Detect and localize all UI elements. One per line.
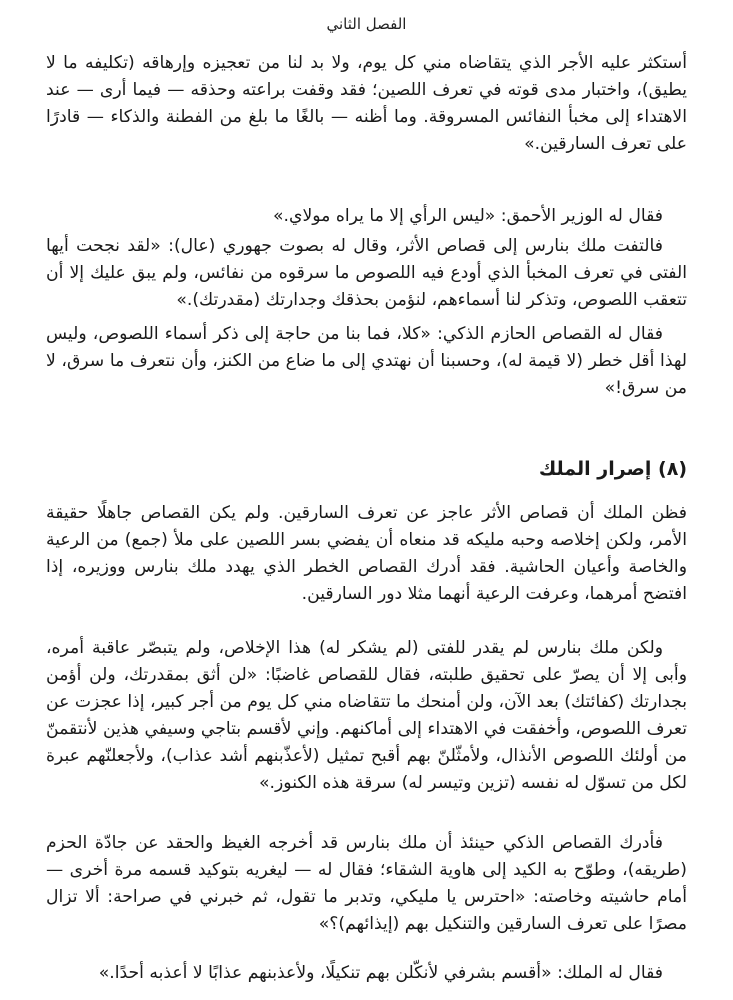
book-page [46,0,687,1000]
paragraph-s1-p1: أستكثر عليه الأجر الذي يتقاضاه مني كل يوم، ولا بد لنا من تعجيزه وإرهاقه (تكليفه ما لا يطيق)، واختبار مدى قوته في تعرف اللصين؛ فقد وقفت براعته وحذقه — فيما أرى — عند الاهتداء إلى مخبأ النفائس المسروقة. وما أظنه — بالغًا ما بلغ من الفطنة والذكاء — قادرًا على تعرف السارقين.» [46,53,687,154]
paragraph-s2-p1: فظن الملك أن قصاص الأثر عاجز عن تعرف السارقين. ولم يكن القصاص جاهلًا حقيقة الأمر، ولكن إخلاصه وحبه مليكه قد منعاه أن يفضي بسر اللصين على ملأ (جمع) من الرعية والخاصة وأعيان الحاشية. فقد أدرك القصاص الخطر الذي يهدد ملك بنارس ووزيره، إذا افتضح أمرهما، وعرفت الرعية أنهما مثلا دور السارقين. [46,503,687,604]
paragraph-s1-p3: فالتفت ملك بنارس إلى قصاص الأثر، وقال له بصوت جهوري (عال): «لقد نجحت أيها الفتى في تعرف المخبأ الذي أودع فيه اللصوص ما سرقوه من نفائس، ولم يبق عليك إلا أن تتعقب اللصوص، وتذكر لنا أسماءهم، لنؤمن بحذقك وجدارتك (مقدرتك).» [46,236,687,310]
paragraph-s2-p4: فقال له الملك: «أقسم بشرفي لأنكّلن بهم تنكيلًا، ولأعذبنهم عذابًا لا أعذبه أحدًا.» [98,963,663,983]
running-head-chapter-title: الفصل الثاني [326,15,407,33]
paragraph-s2-p2: ولكن ملك بنارس لم يقدر للفتى (لم يشكر له) هذا الإخلاص، ولم يتبصّر عاقبة أمره، وأبى إلا أن يصرّ على تحقيق طلبته، فقال للقصاص غاضبًا: «لن أثق بمقدرتك، ولن أؤمن بجدارتك (كفائتك) بعد الآن، ولن أمنحك ما تتقاضاه مني كل يوم من أجر كبير، إذا عجزت عن تعرف اللصوص، وأخفقت في الاهتداء إلى أماكنهم. وإني لأقسم بتاجي وسيفي هذين لأنتقمنّ من أولئك اللصوص الأنذال، ولأمثّلنّ بهم أقبح تمثيل (لأعذّبنهم أشد عذاب)، ولأجعلنّهم عبرة لكل من تسوّل له نفسه (تزين وتيسر له) سرقة هذه الكنوز.» [46,638,687,793]
paragraph-s2-p3: فأدرك القصاص الذكي حينئذ أن ملك بنارس قد أخرجه الغيظ والحقد عن جادّة الحزم (طريقه)، وطوّح به الكيد إلى هاوية الشقاء؛ فقال له — ليغريه بتوكيد قسمه مرة أخرى — أمام حاشيته وخاصته: «احترس يا مليكي، وتدبر ما تقول، ثم خبرني في صراحة: ألا تزال مصرًا على تعرف السارقين والتنكيل بهم (إيذائهم)؟» [46,833,687,934]
paragraph-s1-p2: فقال له الوزير الأحمق: «ليس الرأي إلا ما يراه مولاي.» [273,206,663,226]
section-heading: (٨) إصرار الملك [538,458,687,480]
paragraph-s1-p4: فقال له القصاص الحازم الذكي: «كلا، فما بنا من حاجة إلى ذكر أسماء اللصوص، وليس لهذا أقل خطر (لا قيمة له)، وحسبنا أن نهتدي إلى ما ضاع من الكنز، وأن نتعرف ما سرق، لا من سرق!» [46,324,687,398]
